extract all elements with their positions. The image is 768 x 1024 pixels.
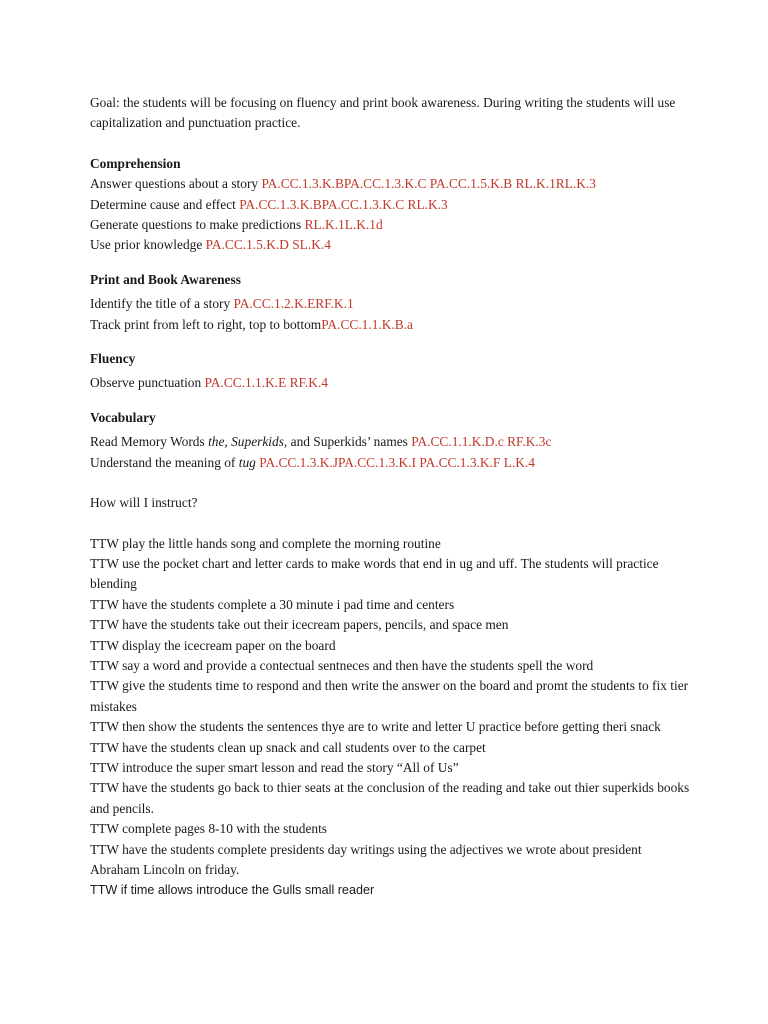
instruction-item: TTW have the students complete presidents day writings using the adjectives we wrote about president Abraham Lincoln on friday. [90, 841, 642, 877]
section-print-awareness [90, 270, 690, 335]
objective-text: Track print from left to right, top to bottom [90, 316, 322, 332]
instruction-item: TTW have the students take out their icecream papers, pencils, and space men [90, 617, 509, 633]
section-heading: Print and Book Awareness [90, 271, 241, 287]
instruction-item: TTW give the students time to respond and then write the answer on the board and promt the students to fix tier mistakes [90, 678, 689, 714]
objective-text: Read Memory Words [90, 434, 209, 450]
instruction-item: TTW display the icecream paper on the board [90, 637, 336, 653]
section-heading: Vocabulary [90, 409, 156, 425]
vocab-word: tug [238, 454, 256, 470]
instruction-item: TTW have the students complete a 30 minute i pad time and centers [90, 596, 455, 612]
instruction-item: TTW play the little hands song and complete the morning routine [90, 535, 441, 551]
standard-code: PA.CC.1.1.K.E RF.K.4 [204, 375, 328, 391]
objective-text: Identify the title of a story [90, 296, 234, 312]
section-comprehension [90, 154, 690, 256]
objective-text: Answer questions about a story [90, 176, 262, 192]
instruct-question: How will I instruct? [90, 495, 198, 511]
instruction-item: TTW then show the students the sentences thye are to write and letter U practice before getting theri snack [90, 719, 661, 735]
standard-code: PA.CC.1.3.K.BPA.CC.1.3.K.C RL.K.3 [239, 196, 448, 212]
instruction-item: TTW complete pages 8-10 with the students [90, 821, 328, 837]
instruction-item: TTW have the students go back to thier seats at the conclusion of the reading and take out thier superkids books and pencils. [90, 780, 690, 816]
instruction-item: TTW introduce the super smart lesson and read the story “All of Us” [90, 759, 459, 775]
objective-line [90, 215, 690, 235]
instruction-item-final: TTW if time allows introduce the Gulls small reader [90, 883, 375, 898]
instruction-item: TTW have the students clean up snack and call students over to the carpet [90, 739, 486, 755]
standard-code: RL.K.1L.K.1d [304, 217, 383, 233]
objective-text: Determine cause and effect [90, 196, 240, 212]
objective-line [90, 315, 690, 335]
objective-text: Observe punctuation [90, 375, 205, 391]
goal-paragraph: Goal: the students will be focusing on fluency and print book awareness. During writing the students will use capitalization and punctuation practice. [90, 95, 676, 131]
instruction-item: TTW use the pocket chart and letter cards to make words that end in ug and uff. The students will practice blending [90, 555, 659, 592]
document-page [90, 93, 690, 901]
standard-code: PA.CC.1.2.K.ERF.K.1 [233, 296, 354, 312]
objective-line [90, 174, 690, 194]
standard-code: PA.CC.1.1.K.D.c RF.K.3c [411, 434, 552, 450]
objective-text: Generate questions to make predictions [90, 217, 305, 233]
objective-text: and Superkids’ names [287, 434, 412, 450]
objective-line [90, 432, 690, 452]
objective-line [90, 373, 690, 393]
standard-code: PA.CC.1.5.K.D SL.K.4 [205, 237, 331, 253]
standard-code: PA.CC.1.3.K.BPA.CC.1.3.K.C PA.CC.1.5.K.B RL.K.1RL.K.3 [261, 176, 596, 192]
standard-code: PA.CC.1.3.K.JPA.CC.1.3.K.I PA.CC.1.3.K.F L.K.4 [259, 454, 535, 470]
section-vocabulary [90, 408, 690, 473]
objective-line [90, 453, 690, 473]
standard-code: PA.CC.1.1.K.B.a [321, 316, 413, 332]
objective-text: Understand the meaning of [90, 454, 239, 470]
instruction-item: TTW say a word and provide a contectual sentneces and then have the students spell the word [90, 657, 594, 673]
instruction-list [90, 534, 690, 901]
memory-words: the, Superkids, [208, 434, 288, 450]
section-heading: Comprehension [90, 155, 181, 171]
objective-text: Use prior knowledge [90, 237, 206, 253]
objective-line [90, 235, 690, 255]
objective-line [90, 294, 690, 314]
objective-line [90, 195, 690, 215]
section-fluency [90, 349, 690, 394]
section-heading: Fluency [90, 351, 136, 367]
